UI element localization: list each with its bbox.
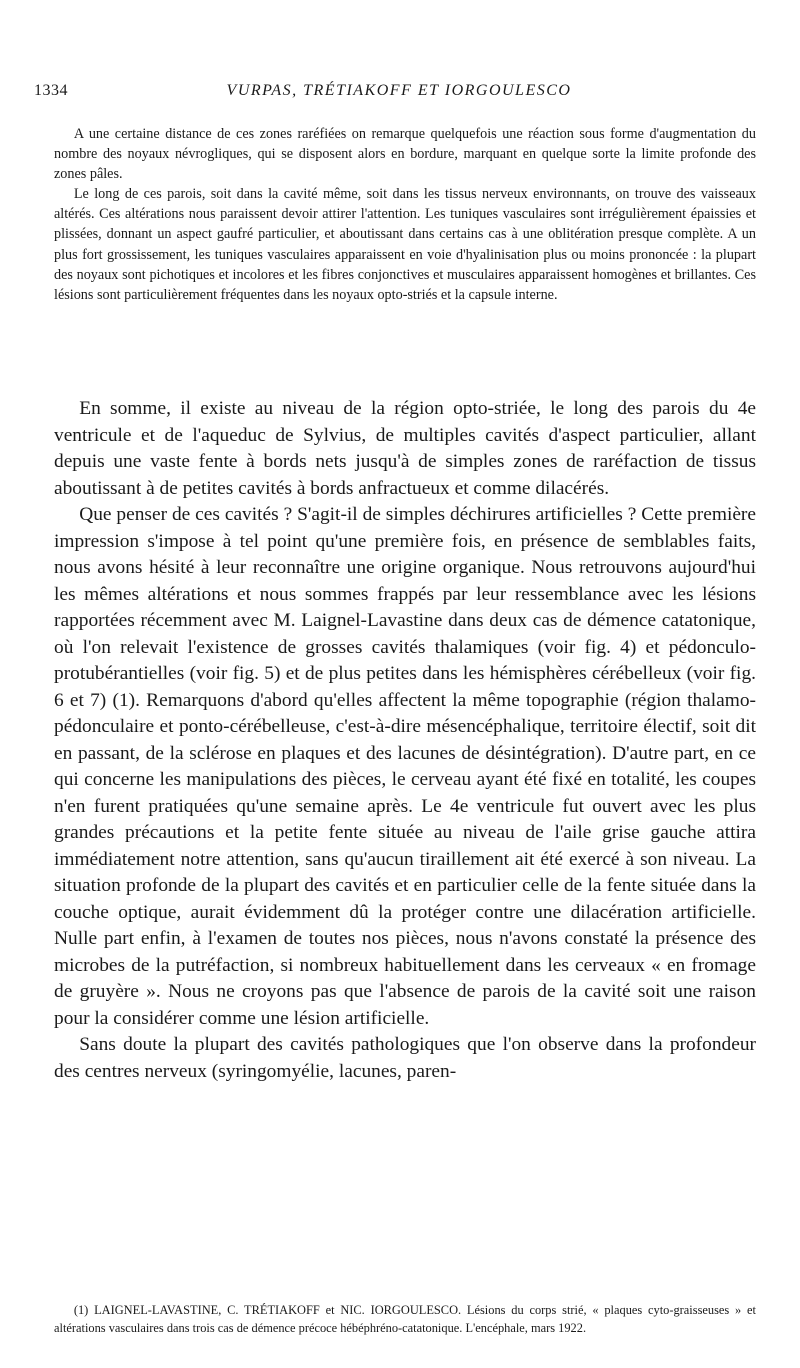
footnote	[54, 1302, 756, 1337]
small-print-section	[54, 124, 756, 305]
paragraph: A une certaine distance de ces zones raréfiées on remarque quelquefois une réaction sous forme d'augmentation du nombre des noyaux névrogliques, qui se disposent alors en bordure, marquant en quelque sorte la limite profonde des zones pâles.	[54, 126, 756, 183]
body-text	[54, 396, 756, 1085]
page-number: 1334	[34, 82, 68, 99]
paragraph: Sans doute la plupart des cavités pathologiques que l'on observe dans la profondeur des centres nerveux (syringomyélie, lacunes, paren-	[54, 1034, 756, 1082]
paragraph: Que penser de ces cavités ? S'agit-il de simples déchirures artificielles ? Cette première impression s'impose à tel point qu'une première fois, en présence de semblables faits, nous avons hésité à leur reconnaître une origine organique. Nous retrouvons aujourd'hui les mêmes altérations et nous sommes frappés par leur ressemblance avec les lésions rapportées récemment avec M. Laignel-Lavastine dans deux cas de démence catatonique, où l'on relevait l'existence de grosses cavités thalamiques (voir fig. 4) et pédonculo-protubérantielles (voir fig. 5) et de plus petites dans les hémisphères cérébelleux (voir fig. 6 et 7) (1). Remarquons d'abord qu'elles affectent la même topographie (région thalamo-pédonculaire et ponto-cérébelleuse, c'est-à-dire mésencéphalique, territoire électif, soit dit en passant, de la sclérose en plaques et des lacunes de désintégration). D'autre part, en ce qui concerne les manipulations des pièces, le cerveau ayant été fixé en totalité, les coupes n'en furent pratiquées qu'une semaine après. Le 4e ventricule fut ouvert avec les plus grandes précautions et la petite fente située au niveau de l'aile grise gauche attira immédiatement notre attention, sans qu'aucun tiraillement ait été exercé à son niveau. La situation profonde de la plupart des cavités et en particulier celle de la fente située dans la couche optique, aurait évidemment dû la protéger contre une dilacération artificielle. Nulle part enfin, à l'examen de toutes nos pièces, nous n'avons constaté la présence des microbes de la putréfaction, si nombreux habituellement dans les cerveaux « en fromage de gruyère ». Nous ne croyons pas que l'absence de parois de la cavité soit une raison pour la considérer comme une lésion artificielle.	[54, 504, 756, 1029]
page-header	[34, 82, 764, 106]
paragraph: En somme, il existe au niveau de la région opto-striée, le long des parois du 4e ventricule et de l'aqueduc de Sylvius, de multiples cavités d'aspect particulier, allant depuis une vaste fente à bords nets jusqu'à de simples zones de raréfaction de tissus aboutissant à de petites cavités à bords anfractueux et comme dilacérés.	[54, 398, 756, 499]
footnote-text: (1) LAIGNEL-LAVASTINE, C. TRÉTIAKOFF et NIC. IORGOULESCO. Lésions du corps strié, « plaques cyto-graisseuses » et altérations vasculaires dans trois cas de démence précoce hébéphréno-catatonique. L'encéphale, mars 1922.	[54, 1303, 756, 1335]
paragraph: Le long de ces parois, soit dans la cavité même, soit dans les tissus nerveux environnants, on trouve des vaisseaux altérés. Ces altérations nous paraissent devoir attirer l'attention. Les tuniques vasculaires sont irrégulièrement épaissies et plissées, donnant un aspect gaufré particulier, et aboutissant dans certains cas à une oblitération presque complète. A un plus fort grossissement, les tuniques vasculaires apparaissent en voie d'hyalinisation plus ou moins prononcée : la plupart des noyaux sont pichotiques et incolores et les fibres conjonctives et musculaires apparaissent homogènes et brillantes. Ces lésions sont particulièrement fréquentes dans les noyaux opto-striés et la capsule interne.	[54, 186, 756, 303]
running-head: VURPAS, TRÉTIAKOFF ET IORGOULESCO	[226, 82, 572, 99]
